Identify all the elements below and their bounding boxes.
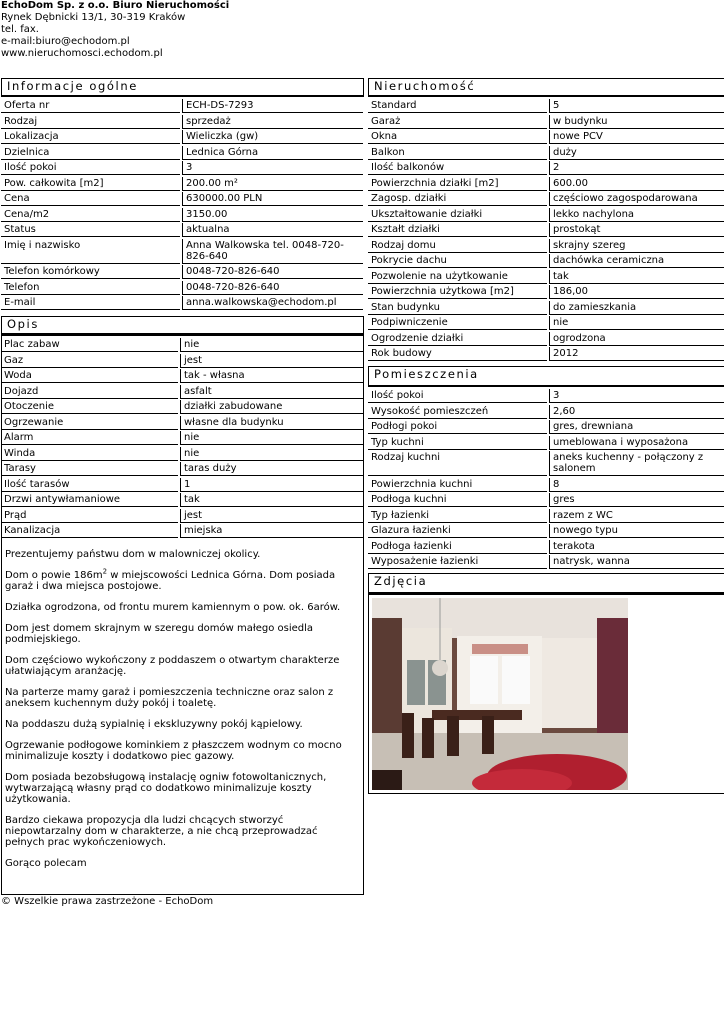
description-paragraph: Na poddaszu dużą sypialnię i ekskluzywny pokój kąpielowy. — [5, 719, 303, 730]
row-value: terakota — [549, 540, 724, 554]
section-general-heading: Informacje ogólne — [1, 78, 364, 97]
row-value: asfalt — [180, 385, 363, 399]
section-photos-heading: Zdjęcia — [368, 573, 724, 594]
row-value: 630000.00 PLN — [182, 192, 363, 206]
row-label: Telefon — [1, 281, 180, 295]
row-value: Anna Walkowska tel. 0048-720-826-640 — [182, 239, 363, 264]
property-photo[interactable] — [372, 598, 628, 790]
row-value: działki zabudowane — [180, 400, 363, 414]
row-value: gres — [549, 493, 724, 507]
row-label: Rodzaj domu — [368, 239, 547, 253]
row-label: Dojazd — [1, 385, 178, 399]
row-label: Podłoga kuchni — [368, 493, 547, 507]
row-value: taras duży — [180, 462, 363, 476]
row-label: Ogrodzenie działki — [368, 332, 547, 346]
row-label: Zagosp. działki — [368, 192, 547, 206]
row-value: aneks kuchenny - połączony z salonem — [549, 451, 724, 476]
row-label: Ilość pokoi — [1, 161, 180, 175]
row-label: Ilość balkonów — [368, 161, 547, 175]
row-value: 600.00 — [549, 177, 724, 191]
row-label: Ilość tarasów — [1, 478, 178, 492]
row-label: Woda — [1, 369, 178, 383]
row-label: Ogrzewanie — [1, 416, 178, 430]
row-label: Glazura łazienki — [368, 524, 547, 538]
description-paragraph: Działka ogrodzona, od frontu murem kamiennym o pow. ok. 6arów. — [5, 602, 341, 613]
row-value: razem z WC — [549, 509, 724, 523]
row-value: do zamieszkania — [549, 301, 724, 315]
row-value: miejska — [180, 524, 363, 538]
row-value: 8 — [549, 478, 724, 492]
row-label: Oferta nr — [1, 99, 180, 113]
row-label: Dzielnica — [1, 146, 180, 160]
section-property-heading: Nieruchomość — [368, 78, 724, 97]
row-label: Telefon komórkowy — [1, 265, 180, 279]
company-website: www.nieruchomosci.echodom.pl — [1, 48, 163, 59]
row-value: anna.walkowska@echodom.pl — [182, 296, 363, 310]
description-paragraph: Na parterze mamy garaż i pomieszczenia techniczne oraz salon z aneksem kuchennym duży pokój i toaletę. — [5, 687, 334, 709]
row-label: Typ łazienki — [368, 509, 547, 523]
row-label: Winda — [1, 447, 178, 461]
row-label: Prąd — [1, 509, 178, 523]
row-value: w budynku — [549, 115, 724, 129]
row-label: Stan budynku — [368, 301, 547, 315]
row-label: Powierzchnia kuchni — [368, 478, 547, 492]
description-paragraph: Dom jest domem skrajnym w szeregu domów małego osiedla podmiejskiego. — [5, 623, 314, 645]
document-header — [1, 0, 229, 60]
row-label: Rodzaj — [1, 115, 180, 129]
row-label: Kanalizacja — [1, 524, 178, 538]
row-value: nowe PCV — [549, 130, 724, 144]
row-value: sprzedaż — [182, 115, 363, 129]
row-value: prostokąt — [549, 223, 724, 237]
row-value: 186,00 — [549, 285, 724, 299]
row-value: 2 — [549, 161, 724, 175]
row-value: nie — [180, 447, 363, 461]
row-label: Alarm — [1, 431, 178, 445]
row-label: Balkon — [368, 146, 547, 160]
row-label: Podłogi pokoi — [368, 420, 547, 434]
row-value: 0048-720-826-640 — [182, 265, 363, 279]
row-value: skrajny szereg — [549, 239, 724, 253]
row-label: Ilość pokoi — [368, 389, 547, 403]
description-paragraph-area: Dom o powie $186m^2$ w miejscowości Lednica Górna. Dom posiada garaż i dwa miejsca postojowe. — [5, 567, 336, 592]
row-label: Okna — [368, 130, 547, 144]
row-label: Pow. całkowita [m2] — [1, 177, 180, 191]
row-value: Lednica Górna — [182, 146, 363, 160]
row-label: Drzwi antywłamaniowe — [1, 493, 178, 507]
section-opis-heading: Opis — [1, 316, 364, 335]
description-paragraph: Dom częściowo wykończony z poddaszem o otwartym charakterze ułatwiającym aranżację. — [5, 655, 340, 677]
row-value: własne dla budynku — [180, 416, 363, 430]
row-label: Wysokość pomieszczeń — [368, 405, 547, 419]
row-value: 3 — [549, 389, 724, 403]
row-label: Wyposażenie łazienki — [368, 555, 547, 569]
footer-copyright: © Wszelkie prawa zastrzeżone - EchoDom — [1, 896, 214, 907]
row-label: Ukształtowanie działki — [368, 208, 547, 222]
row-value: 3 — [182, 161, 363, 175]
row-label: Otoczenie — [1, 400, 178, 414]
description-paragraph: Dom posiada bezobsługową instalację ogniw fotowoltanicznych, wytwarzającą własny prąd co dodatkowo minimalizuje koszty użytkowania. — [5, 772, 327, 805]
row-label: Lokalizacja — [1, 130, 180, 144]
row-label: Gaz — [1, 354, 178, 368]
row-value: gres, drewniana — [549, 420, 724, 434]
description-paragraph: Gorąco polecam — [5, 858, 87, 869]
description-paragraph: Ogrzewanie podłogowe kominkiem z płaszczem wodnym co mocno minimalizuje koszty i dodatkowo piec gazowy. — [5, 740, 342, 762]
row-label: Powierzchnia działki [m2] — [368, 177, 547, 191]
row-value: tak - własna — [180, 369, 363, 383]
row-value: jest — [180, 509, 363, 523]
row-value: ECH-DS-7293 — [182, 99, 363, 113]
row-label: Pozwolenie na użytkowanie — [368, 270, 547, 284]
row-value: 3150.00 — [182, 208, 363, 222]
row-value: umeblowana i wyposażona — [549, 436, 724, 450]
row-value: aktualna — [182, 223, 363, 237]
row-value: lekko nachylona — [549, 208, 724, 222]
row-label: Podłoga łazienki — [368, 540, 547, 554]
row-label: Cena — [1, 192, 180, 206]
row-label: Cena/m2 — [1, 208, 180, 222]
description-paragraph: Prezentujemy państwu dom w malowniczej okolicy. — [5, 549, 261, 560]
row-value: nie — [180, 338, 363, 352]
row-label: Powierzchnia użytkowa [m2] — [368, 285, 547, 299]
row-value: 2,60 — [549, 405, 724, 419]
row-value: dachówka ceramiczna — [549, 254, 724, 268]
description-text — [5, 549, 357, 879]
row-value: tak — [549, 270, 724, 284]
row-label: Tarasy — [1, 462, 178, 476]
row-value: nie — [180, 431, 363, 445]
company-email: e-mail:biuro@echodom.pl — [1, 36, 130, 47]
row-value: nie — [549, 316, 724, 330]
row-value: tak — [180, 493, 363, 507]
row-label: Standard — [368, 99, 547, 113]
row-value: 1 — [180, 478, 363, 492]
row-label: Rodzaj kuchni — [368, 451, 547, 476]
row-value: Wieliczka (gw) — [182, 130, 363, 144]
row-value: duży — [549, 146, 724, 160]
company-fax: tel. fax. — [1, 24, 39, 35]
row-value: częściowo zagospodarowana — [549, 192, 724, 206]
row-value: jest — [180, 354, 363, 368]
row-value: 2012 — [549, 347, 724, 361]
row-label: E-mail — [1, 296, 180, 310]
row-value: 5 — [549, 99, 724, 113]
row-label: Pokrycie dachu — [368, 254, 547, 268]
row-label: Garaż — [368, 115, 547, 129]
company-address: Rynek Dębnicki 13/1, 30-319 Kraków — [1, 12, 186, 23]
row-label: Typ kuchni — [368, 436, 547, 450]
row-value: 200.00 m² — [182, 177, 363, 191]
row-label: Imię i nazwisko — [1, 239, 180, 264]
row-label: Status — [1, 223, 180, 237]
row-label: Kształt działki — [368, 223, 547, 237]
row-label: Rok budowy — [368, 347, 547, 361]
description-paragraph: Bardzo ciekawa propozycja dla ludzi chcących stworzyć niepowtarzalny dom w charakterze, a nie chcą przeprowadzać pełnych prac wykończeniowych. — [5, 815, 318, 848]
row-value: 0048-720-826-640 — [182, 281, 363, 295]
company-name: EchoDom Sp. z o.o. Biuro Nieruchomości — [1, 0, 230, 11]
row-label: Podpiwniczenie — [368, 316, 547, 330]
row-value: nowego typu — [549, 524, 724, 538]
section-rooms-heading: Pomieszczenia — [368, 366, 724, 387]
row-value: ogrodzona — [549, 332, 724, 346]
row-label: Plac zabaw — [1, 338, 178, 352]
row-value: natrysk, wanna — [549, 555, 724, 569]
